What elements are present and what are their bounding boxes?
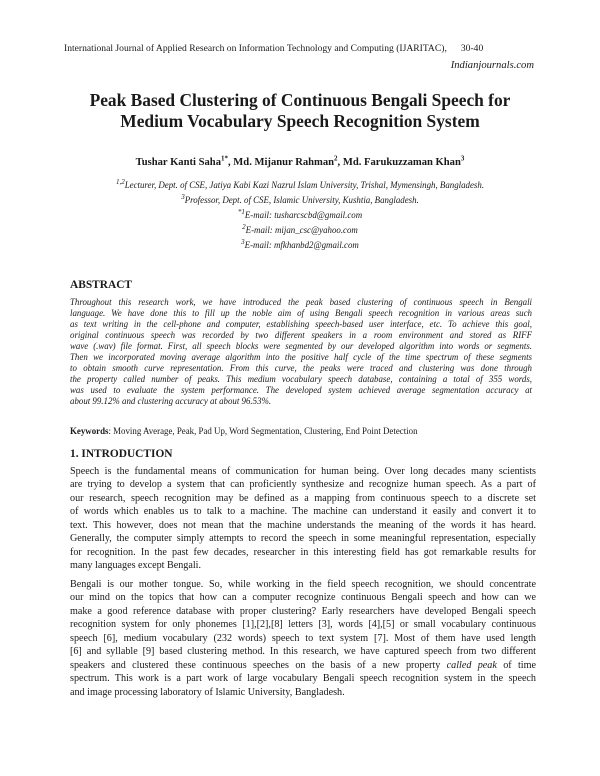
- title-line-1: Peak Based Clustering of Continuous Bengali Speech for: [89, 90, 511, 110]
- author-list: Tushar Kanti Saha$^{1*}$, Md. Mijanur Rahman$^2$, Md. Farukuzzaman Khan$^3$: [135, 154, 465, 168]
- keywords: [70, 426, 540, 436]
- site-name: Indianjournals.com: [450, 60, 534, 71]
- author-3-sup: 3: [460, 154, 465, 163]
- abstract-heading: ABSTRACT: [70, 279, 133, 291]
- intro-paragraph-2: Bengali is our mother tongue. So, while working in the field speech recognition, we should concentrate our mind on the topics that how can a computer recognize continuous Bengali speech and how can we make a good reference database with proper clustering? Early researchers have developed Bengali speech recognition system for only phonemes [1],[2],[8] letters [3], words [4],[5] or small vocabulary continuous speech [6], medium vocabulary (232 words) speech to text system [7]. Most of them have used length [6] and syllable [9] based clustering method. In this research, we have captured speech from two different speakers and clustered these continuous speeches on the basis of a new property called peak of time spectrum. This work is a part work of large vocabulary Bengali speech recognition system in the speech and image processing laboratory of Islamic University, Bangladesh.: [70, 579, 536, 698]
- journal-name: International Journal of Applied Research on Information Technology and Computing (IJARITAC),: [64, 43, 447, 54]
- journal-header: [64, 43, 483, 54]
- italic-term: called peak: [446, 659, 497, 671]
- keywords-text: : Moving Average, Peak, Pad Up, Word Segmentation, Clustering, End Point Detection: [108, 426, 418, 436]
- intro-paragraph-1: Speech is the fundamental means of communication for human being. Over long decades many scientists are trying to develop a system that can proficiently synthesize and recognize human speech. As a part of our research, speech recognition may be defined as a mapping from continuous speech to a discrete set of words which enables us to talk to a machine. The machine can understand it easily and convert it to text. This however, does not mean that the machine understands the meaning of the words it has heard. Generally, the computer simply attempts to record the speech in some meaningful representation, especially for recognition. In the past few decades, researcher in this interesting field has got remarkable results for many languages except Bengali.: [70, 466, 536, 572]
- keywords-label: Keywords: [70, 426, 109, 436]
- page-range: 30-40: [460, 43, 484, 54]
- abstract-body: Throughout this research work, we have introduced the peak based clustering of continuous speech in Bengali language. We have done this to fill up the noble aim of using Bengali speech recognition in various areas such as text writing in the cell-phone and computer, establishing speech-based user interface, etc. To achieve this goal, original continuous speech was recorded by two different speakers in a room environment and stored as RIFF wave (.wav) file format. First, all speech blocks were segmented by our developed algorithm into words or segments. Then we incorporated moving average algorithm into the positive half cycle of the time spectrum of these segments to obtain smooth curve representation. From this curve, the peaks were traced and clustering was done through the property called number of peaks. This medium vocabulary speech database, containing a total of 355 words, was used to evaluate the system performance. The developed system achieved average segmentation accuracy at about 99.12% and clustering accuracy at about 96.53%.: [70, 297, 532, 407]
- email-3: $^3$E-mail: mfkhanbd2@gmail.com: [241, 238, 359, 250]
- email-2: $^2$E-mail: mijan_csc@yahoo.com: [242, 223, 358, 235]
- paper-title: [60, 90, 540, 132]
- affiliation-2: $^3$Professor, Dept. of CSE, Islamic University, Kushtia, Bangladesh.: [181, 193, 419, 205]
- author-2: Md. Mijanur Rahman: [233, 157, 335, 168]
- author-1: Tushar Kanti Saha: [135, 157, 221, 168]
- author-2-sup: 2: [334, 154, 338, 163]
- author-1-sup: 1*: [221, 154, 228, 163]
- title-line-2: Medium Vocabulary Speech Recognition System: [120, 111, 480, 131]
- email-1: $^{*1}$E-mail: tusharcscbd@gmail.com: [237, 208, 363, 220]
- section-heading-introduction: 1. INTRODUCTION: [70, 448, 173, 460]
- affiliation-1: $^{1,2}$Lecturer, Dept. of CSE, Jatiya Kabi Kazi Nazrul Islam University, Trishal, Mymensingh, Bangladesh.: [115, 178, 485, 190]
- author-3: Md. Farukuzzaman Khan: [342, 157, 461, 168]
